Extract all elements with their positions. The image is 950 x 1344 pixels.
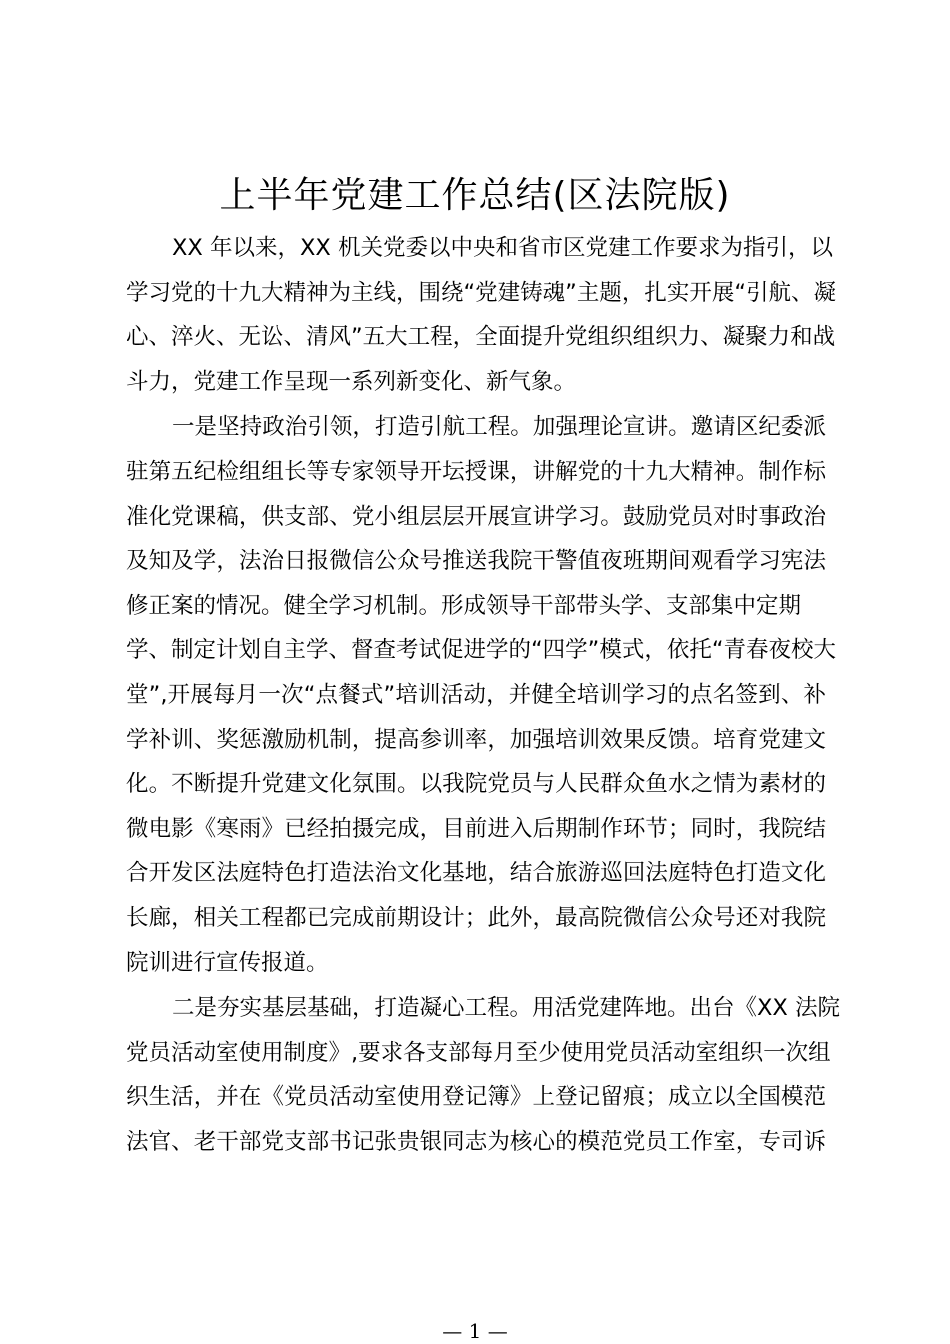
paragraph-line: 织生活，并在《党员活动室使用登记簿》上登记留痕；成立以全国模范 (126, 1084, 826, 1111)
paragraph-line: 长廊，相关工程都已完成前期设计；此外，最高院微信公众号还对我院 (126, 904, 826, 931)
document-body (126, 226, 840, 1164)
paragraph-line: 化。不断提升党建文化氛围。以我院党员与人民群众鱼水之情为素材的 (126, 771, 826, 798)
paragraph-line: 微电影《寒雨》已经拍摄完成，目前进入后期制作环节；同时，我院结 (126, 815, 826, 842)
paragraph-line: 及知及学，法治日报微信公众号推送我院干警值夜班期间观看学习宪法 (126, 548, 826, 575)
paragraph-line: 二是夯实基层基础，打造凝心工程。用活党建阵地。出台《XX 法院 (172, 995, 840, 1022)
paragraph-line: 斗力，党建工作呈现一系列新变化、新气象。 (126, 368, 577, 395)
paragraph-line: 学补训、奖惩激励机制，提高参训率，加强培训效果反馈。培育党建文 (126, 726, 826, 753)
paragraph-line: 院训进行宣传报道。 (126, 949, 329, 976)
paragraph-line: 法官、老干部党支部书记张贵银同志为核心的模范党员工作室，专司诉 (126, 1128, 826, 1155)
document-title: 上半年党建工作总结(区法院版) (219, 175, 731, 216)
paragraph-line: 驻第五纪检组组长等专家领导开坛授课，讲解党的十九大精神。制作标 (126, 458, 826, 485)
paragraph-line: 堂”,开展每月一次“点餐式”培训活动，并健全培训学习的点名签到、补 (126, 681, 826, 708)
paragraph-line: 学习党的十九大精神为主线，围绕“党建铸魂”主题，扎实开展“引航、凝 (126, 279, 836, 306)
page-number: — 1 — (442, 1319, 508, 1343)
paragraph-line: 准化党课稿，供支部、党小组层层开展宣讲学习。鼓励党员对时事政治 (126, 503, 826, 530)
paragraph-line: 一是坚持政治引领，打造引航工程。加强理论宣讲。邀请区纪委派 (172, 414, 826, 441)
paragraph-line: 心、淬火、无讼、清风”五大工程，全面提升党组织组织力、凝聚力和战 (126, 324, 836, 351)
paragraph-line: XX 年以来，XX 机关党委以中央和省市区党建工作要求为指引，以 (172, 235, 833, 261)
paragraph-line: 修正案的情况。健全学习机制。形成领导干部带头学、支部集中定期 (126, 592, 802, 619)
paragraph-line: 学、制定计划自主学、督查考试促进学的“四学”模式，依托“青春夜校大 (126, 637, 836, 664)
paragraph-line: 党员活动室使用制度》,要求各支部每月至少使用党员活动室组织一次组 (126, 1039, 831, 1066)
paragraph-line: 合开发区法庭特色打造法治文化基地，结合旅游巡回法庭特色打造文化 (126, 860, 826, 887)
